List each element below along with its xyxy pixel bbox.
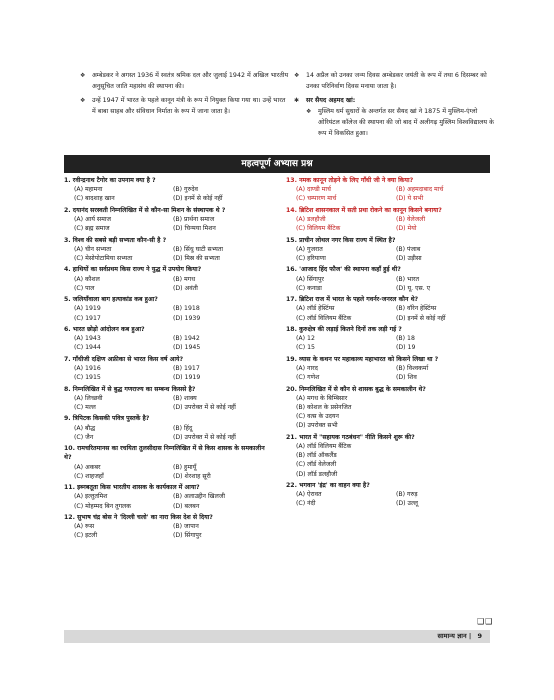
option: (C) बादशाह खान (74, 195, 115, 203)
option: (B) विश्वकर्मा (396, 364, 429, 372)
option: (D) उपरोक्त सभी (296, 422, 338, 430)
option: (D) यू. एस. ए (396, 284, 431, 292)
option: (B) हुमायूँ (173, 463, 197, 471)
top-left-column (80, 70, 290, 120)
question-text: 17. ब्रिटिश राज में भारत के पहले गवर्नर-जनरल कौन थे? (286, 296, 419, 304)
option: (C) लॉर्ड विलियम बैंटिक (296, 314, 352, 322)
option: (B) 1917 (173, 364, 200, 372)
question-text: 11. इब्नबतूता किस भारतीय शासक के कार्यकाल में आया? (64, 484, 200, 492)
question-text: 2. दयानंद सरस्वती निम्नलिखित में से कौन-सा मिशन के संस्थापक थे ? (64, 206, 226, 214)
question (64, 513, 272, 541)
option: (A) आर्य समाज (74, 216, 111, 223)
option: (B) 18 (396, 335, 415, 343)
option: (B) गुरुदेव (173, 186, 198, 194)
options (64, 424, 272, 442)
option: (D) चिन्मया मिशन (173, 225, 216, 233)
bullet-item (294, 70, 494, 92)
options (286, 304, 496, 322)
question (64, 444, 272, 481)
option: (A) कौशल (74, 275, 100, 283)
question (64, 236, 272, 264)
bullet-diamond-icon: ❖ (80, 97, 86, 104)
options (286, 185, 496, 203)
question-text: 20. निम्नलिखित में से कौन से शासक बुद्ध के समकालीन थे? (286, 385, 426, 393)
option: (D) ये सभी (396, 195, 424, 203)
question (286, 206, 496, 234)
question-text: 8. निम्नलिखित में से बुद्ध गणराज्य का सम्बन्ध किससे है? (64, 385, 196, 393)
options (286, 334, 496, 352)
options (64, 334, 272, 352)
bullet-text: मुस्लिम धर्म सुधारों के अन्तर्गत सर सैयद खां ने 1875 में मुस्लिम-एंग्लो ओरियंटल कॉलेज की स्थापना की जो बाद में अलीगढ़ मुस्लिम विश्वविद्यालय के रूप में विकसित हुआ। (318, 108, 494, 137)
option: (C) जैन (74, 433, 94, 441)
option: (D) बलबन (173, 502, 200, 510)
option: (A) इल्तुतमिश (74, 493, 108, 501)
options (286, 394, 496, 431)
option: (B) अलाउद्दीन खिलजी (173, 493, 226, 501)
page-number: 9 (477, 632, 482, 640)
option: (B) 1918 (173, 305, 200, 313)
question-text: 13. नमक कानून तोड़ने के लिए गाँधी जी ने क्या किया? (286, 177, 414, 184)
option: (A) चीन सभ्यता (74, 245, 112, 253)
option: (C) पाल (74, 284, 95, 292)
section-banner: महत्वपूर्ण अभ्यास प्रश्न (64, 155, 490, 173)
question (64, 325, 272, 353)
option: (D) उड़ीसा (396, 255, 422, 262)
option: (A) नारद (296, 364, 318, 372)
options (286, 215, 496, 233)
option: (B) शाक्य (173, 394, 197, 402)
option: (C) विलियम बैंटिक (296, 225, 341, 233)
option: (C) मल्ल (74, 403, 96, 411)
bullet-diamond-icon: ❖ (80, 72, 86, 79)
option: (C) नंदी (296, 500, 316, 508)
option: (B) अहमदाबाद मार्च (396, 186, 444, 194)
options (286, 364, 496, 382)
option: (B) प्रार्थना समाज (173, 216, 215, 223)
bullet-item (294, 95, 494, 139)
question-text: 16. 'आजाद हिंद फौज' की स्थापना कहाँ हुई थी? (286, 266, 401, 274)
footer-divider: | (468, 632, 472, 640)
option: (B) वेलेजली (396, 216, 426, 223)
question-text: 18. कुरुक्षेत्र की लड़ाई कितने दिनों तक लड़ी गई ? (286, 325, 402, 333)
bullet-text: 14 अप्रैल को उनका जन्म दिवस अम्बेडकर जयंती के रूप में तथा 6 दिसम्बर को उनका परिनिर्वाण दिवस मनाया जाता है। (306, 72, 487, 90)
bullet-text: अम्बेडकर ने अगस्त 1936 में स्वतंत्र श्रमिक दल और जुलाई 1942 में अखिल भारतीय अनुसूचित जाति महासंघ की स्थापना की। (92, 72, 289, 90)
bullet-item (80, 95, 290, 117)
option: (C) गणेश (296, 374, 320, 382)
option: (B) हिंदू (173, 424, 193, 432)
bullet-diamond-icon: ❖ (294, 72, 300, 79)
options (64, 185, 272, 203)
option: (A) रूस (74, 523, 95, 531)
option: (D) 1945 (173, 344, 201, 352)
question (286, 265, 496, 293)
option: (A) ऐरावत (296, 491, 322, 499)
option: (C) वत्स के उदयन (296, 413, 339, 421)
top-right-column (294, 70, 494, 142)
option: (C) ब्रह्म समाज (74, 225, 110, 233)
option: (C) कनाडा (296, 284, 322, 292)
option: (D) इनमें से कोई नहीं (173, 195, 223, 203)
question-text: 4. हाथियों का सर्वप्रथम किस राज्य ने युद्ध में उपयोग किया? (64, 266, 202, 274)
question (286, 433, 496, 479)
options (286, 490, 496, 508)
option: (C) 1915 (74, 374, 101, 382)
question (286, 176, 496, 204)
question-text: 9. त्रिपिटक किसकी पवित्र पुस्तकें है? (64, 415, 150, 423)
option: (B) सिंधु घाटी सभ्यता (173, 245, 224, 253)
question (64, 414, 272, 442)
question (286, 481, 496, 509)
option: (A) अकबर (74, 463, 101, 471)
option: (A) लिच्छवी (74, 394, 103, 402)
option: (D) लॉर्ड डलहौजी (296, 470, 338, 478)
option: (A) दाण्डी मार्च (296, 186, 331, 194)
option: (A) डलहौजी (296, 216, 326, 223)
bullet-star-icon: ✱ (294, 97, 300, 104)
option: (C) शाहजहाँ (74, 472, 104, 480)
option: (D) मिस्र की सभ्यता (173, 255, 220, 262)
footer-text (438, 630, 483, 643)
options (64, 522, 272, 540)
option: (C) मेसोपोटामिया सभ्यता (74, 255, 133, 262)
option: (D) 1919 (173, 374, 201, 382)
option: (B) वॉरेन हेस्टिंग्स (396, 305, 437, 313)
option: (B) 1942 (173, 335, 200, 343)
option: (C) चम्पारण मार्च (296, 195, 337, 203)
options (64, 463, 272, 481)
option: (C) मोहम्मद बिन तुगलक (74, 502, 131, 510)
bullet-item (80, 70, 290, 92)
option: (C) 1944 (74, 344, 101, 352)
option: (D) 1939 (173, 314, 201, 322)
corner-squares-icon: ❑❑ (477, 617, 494, 626)
option: (B) कोशल के प्रसेनजित (296, 403, 352, 411)
option: (A) 1919 (74, 305, 101, 313)
option: (B) मगध (173, 275, 196, 283)
question-text: 3. विश्व की सबसे बड़ी सभ्यता कौन-सी है ? (64, 236, 167, 244)
questions-left-column (64, 176, 272, 543)
option: (A) 1916 (74, 364, 101, 372)
question-text: 1. रवीन्द्रनाथ टैगोर का उपनाम क्या है ? (64, 177, 156, 184)
option: (C) इटली (74, 532, 98, 540)
question (64, 355, 272, 383)
option: (C) हरियाणा (296, 255, 326, 262)
question-text: 12. सुभाष चंद्र बोस ने 'दिल्ली चलो' का नारा किस देश से दिया? (64, 513, 213, 521)
option: (D) इनमें से कोई नहीं (396, 314, 446, 322)
question (64, 176, 272, 204)
bullet-diamond-icon: ❖ (306, 108, 312, 115)
question-text: 10. रामचरितमानस का रचयिता तुलसीदास निम्नलिखित में से किस शासक के समकालीन थे? (64, 445, 265, 462)
option: (A) गुजरात (296, 245, 323, 253)
option: (C) 1917 (74, 314, 101, 322)
options (64, 394, 272, 412)
option: (C) 15 (296, 344, 315, 352)
questions-right-column (286, 176, 496, 511)
option: (D) शिव (396, 374, 417, 382)
question-text: 19. व्यास के कथन पर महाकाव्य महाभारत को किसने लिखा था ? (286, 355, 439, 363)
option: (A) लॉर्ड हेस्टिंग्स (296, 305, 335, 313)
option: (B) गरुड़ (396, 491, 418, 499)
question (64, 483, 272, 511)
option: (D) उपरोक्त में से कोई नहीं (173, 403, 236, 411)
question (64, 265, 272, 293)
option: (D) 19 (396, 344, 416, 352)
option: (B) जापान (173, 523, 199, 531)
option: (C) लॉर्ड वेलेजली (296, 461, 337, 469)
option: (A) महामना (74, 186, 103, 194)
bullet-text: उन्हें 1947 में भारत के पहले कानून मंत्री के रूप में नियुक्त किया गया था। उन्हें भारत में बाबा साहब और संविधान निर्माता के रूप में जाना जाता है। (92, 97, 286, 115)
question-text: 15. प्राचीन लोथल नगर किस राज्य में स्थित है? (286, 236, 396, 244)
question (286, 295, 496, 323)
question (286, 325, 496, 353)
question (286, 355, 496, 383)
options (64, 492, 272, 510)
options (64, 215, 272, 233)
question (286, 236, 496, 264)
question (286, 385, 496, 431)
bullet-subtext (306, 106, 494, 139)
footer-section: सामान्य ज्ञान (437, 632, 467, 640)
option: (D) उपरोक्त में से कोई नहीं (173, 433, 236, 441)
options (286, 442, 496, 479)
question-text: 5. जलियाँवाला बाग हत्याकांड कब हुआ? (64, 296, 158, 304)
question (64, 385, 272, 413)
question-text: 6. भारत छोड़ो आंदोलन कब हुआ? (64, 325, 145, 333)
options (286, 245, 496, 263)
question (64, 295, 272, 323)
option: (D) सिंगापुर (173, 532, 202, 540)
question-text: 22. भगवान 'इंद्र' का वाहन क्या है? (286, 481, 370, 489)
option: (A) 1943 (74, 335, 101, 343)
option: (D) उल्लू (396, 500, 418, 508)
option: (D) अवंती (173, 284, 198, 292)
question-text: 21. भारत में "सहायक गठबंधन" नीति किसने शुरू की? (286, 433, 415, 441)
option: (A) 12 (296, 335, 315, 343)
options (64, 245, 272, 263)
question (64, 206, 272, 234)
option: (D) मेयो (396, 225, 417, 233)
question-text: 7. गाँधीजी दक्षिण अफ्रीका से भारत किस वर्ष आये? (64, 355, 184, 363)
option: (A) सिंगापुर (296, 275, 324, 283)
options (64, 364, 272, 382)
option: (A) बौद्ध (74, 424, 96, 432)
option: (B) लॉर्ड ऑकलैंड (296, 452, 337, 460)
option: (A) मगध के बिम्बिसार (296, 394, 348, 402)
question-text: 14. ब्रिटिश शासनकाल में सती प्रथा रोकने का कानून किसने बनाया? (286, 206, 442, 214)
option: (B) भारत (396, 275, 420, 283)
footer-bar (64, 630, 490, 643)
section-heading: सर सैयद अहमद खां: (306, 97, 356, 104)
option: (D) शेरशाह सूरी (173, 472, 211, 480)
options (286, 275, 496, 293)
option: (A) लॉर्ड विलियम बैंटिक (296, 442, 352, 450)
options (64, 304, 272, 322)
option: (B) पंजाब (396, 245, 421, 253)
options (64, 275, 272, 293)
